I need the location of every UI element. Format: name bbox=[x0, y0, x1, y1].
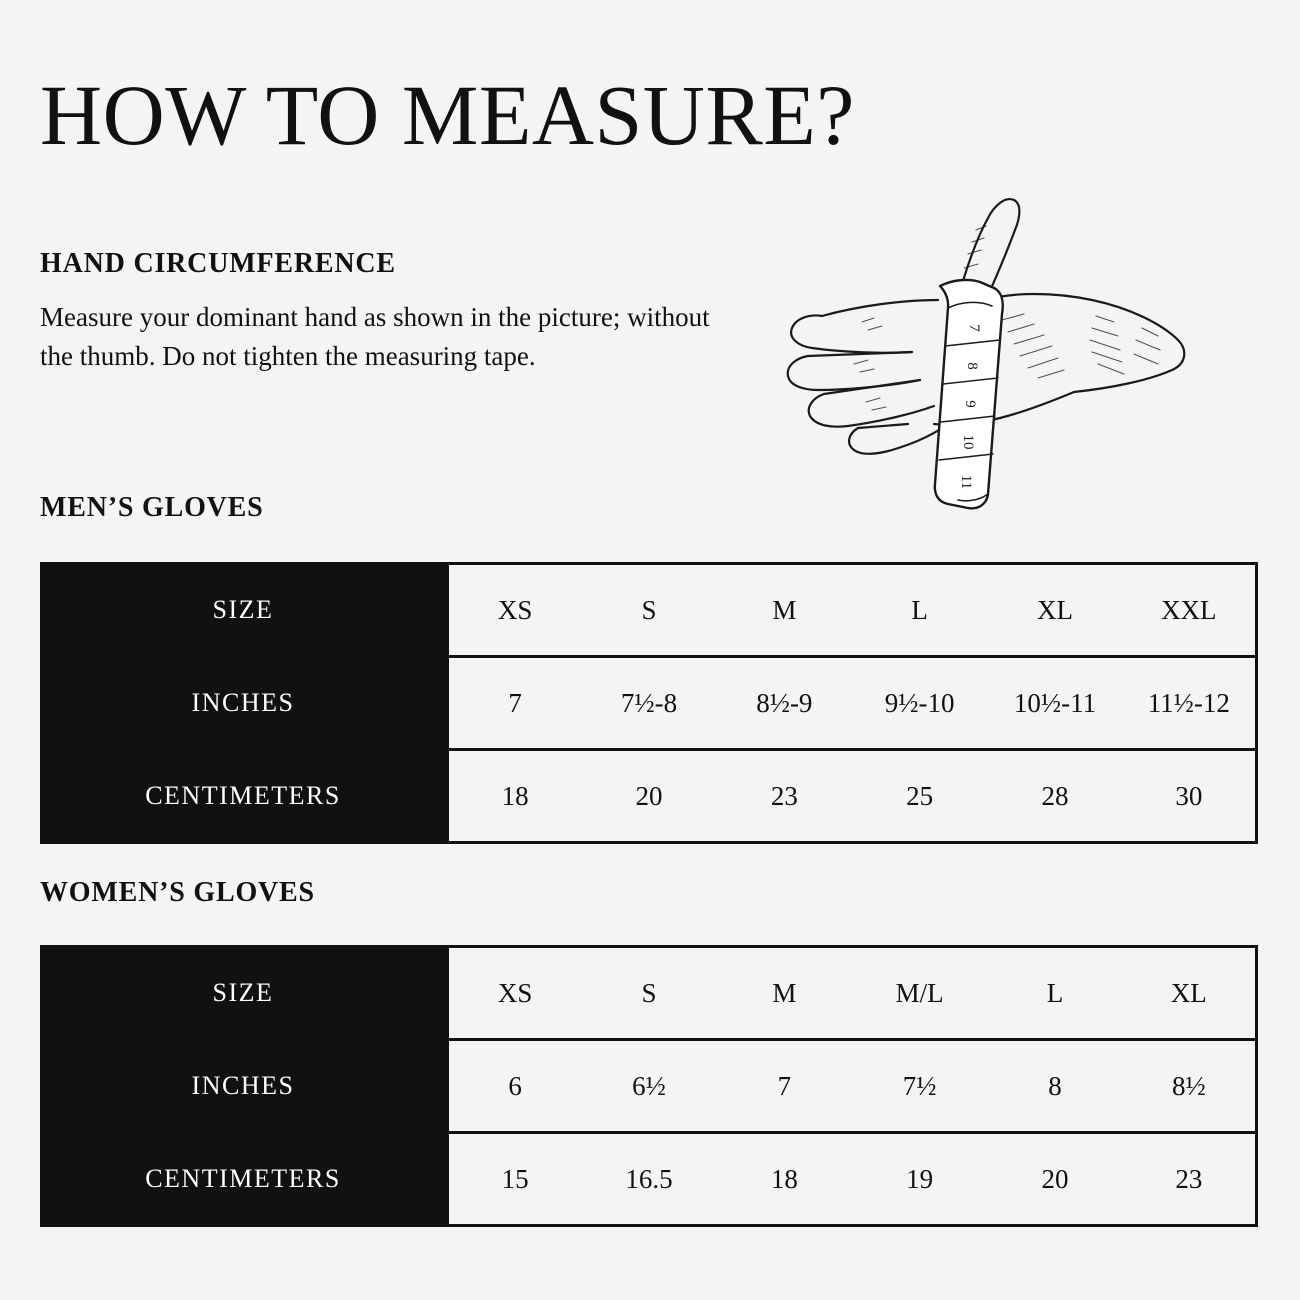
svg-text:11: 11 bbox=[958, 474, 974, 490]
mens-size-s: S bbox=[581, 562, 716, 658]
mens-inches-xs: 7 bbox=[446, 658, 581, 751]
womens-inches-m: 7 bbox=[717, 1041, 852, 1134]
mens-cm-xxl: 30 bbox=[1123, 751, 1258, 844]
hand-circumference-section bbox=[40, 248, 1260, 490]
womens-row-label-inches: INCHES bbox=[40, 1041, 446, 1134]
womens-size-m: M bbox=[717, 945, 852, 1041]
svg-text:9: 9 bbox=[962, 400, 978, 408]
mens-size-xl: XL bbox=[987, 562, 1122, 658]
hand-circumference-heading: HAND CIRCUMFERENCE bbox=[40, 248, 396, 279]
mens-size-xs: XS bbox=[446, 562, 581, 658]
mens-row-label-inches: INCHES bbox=[40, 658, 446, 751]
mens-inches-xxl: 11½-12 bbox=[1123, 658, 1258, 751]
womens-cm-s: 16.5 bbox=[581, 1134, 716, 1227]
womens-size-xl: XL bbox=[1123, 945, 1258, 1041]
womens-inches-s: 6½ bbox=[581, 1041, 716, 1134]
womens-size-s: S bbox=[581, 945, 716, 1041]
womens-inches-xl: 8½ bbox=[1123, 1041, 1258, 1134]
womens-inches-l: 8 bbox=[987, 1041, 1122, 1134]
table-row bbox=[40, 562, 1258, 658]
womens-size-ml: M/L bbox=[852, 945, 987, 1041]
mens-cm-m: 23 bbox=[717, 751, 852, 844]
mens-row-label-centimeters: CENTIMETERS bbox=[40, 751, 446, 844]
table-row bbox=[40, 945, 1258, 1041]
mens-inches-m: 8½-9 bbox=[717, 658, 852, 751]
mens-cm-l: 25 bbox=[852, 751, 987, 844]
page-title: HOW TO MEASURE? bbox=[40, 67, 855, 163]
table-row bbox=[40, 1041, 1258, 1134]
mens-inches-xl: 10½-11 bbox=[987, 658, 1122, 751]
table-row bbox=[40, 751, 1258, 844]
womens-cm-l: 20 bbox=[987, 1134, 1122, 1227]
hand-circumference-body: Measure your dominant hand as shown in the picture; without the thumb. Do not tighten the measuring tape. bbox=[40, 302, 710, 372]
womens-row-label-size: SIZE bbox=[40, 945, 446, 1041]
womens-cm-m: 18 bbox=[717, 1134, 852, 1227]
womens-size-table bbox=[40, 945, 1258, 1227]
womens-row-label-centimeters: CENTIMETERS bbox=[40, 1134, 446, 1227]
mens-cm-xl: 28 bbox=[987, 751, 1122, 844]
womens-cm-xs: 15 bbox=[446, 1134, 581, 1227]
hand-with-measuring-tape-icon bbox=[762, 188, 1232, 528]
svg-text:7: 7 bbox=[966, 324, 982, 332]
womens-cm-ml: 19 bbox=[852, 1134, 987, 1227]
womens-cm-xl: 23 bbox=[1123, 1134, 1258, 1227]
womens-size-l: L bbox=[987, 945, 1122, 1041]
mens-cm-s: 20 bbox=[581, 751, 716, 844]
svg-text:8: 8 bbox=[964, 362, 980, 370]
svg-text:10: 10 bbox=[960, 434, 976, 450]
mens-row-label-size: SIZE bbox=[40, 562, 446, 658]
hand-circumference-text-wrap bbox=[40, 248, 730, 376]
womens-gloves-heading: WOMEN’S GLOVES bbox=[40, 877, 315, 908]
table-row bbox=[40, 1134, 1258, 1227]
mens-size-l: L bbox=[852, 562, 987, 658]
mens-gloves-heading: MEN’S GLOVES bbox=[40, 492, 264, 523]
womens-inches-ml: 7½ bbox=[852, 1041, 987, 1134]
womens-size-xs: XS bbox=[446, 945, 581, 1041]
mens-size-table bbox=[40, 562, 1258, 844]
mens-size-m: M bbox=[717, 562, 852, 658]
mens-cm-xs: 18 bbox=[446, 751, 581, 844]
mens-size-xxl: XXL bbox=[1123, 562, 1258, 658]
mens-inches-l: 9½-10 bbox=[852, 658, 987, 751]
table-row bbox=[40, 658, 1258, 751]
womens-inches-xs: 6 bbox=[446, 1041, 581, 1134]
mens-inches-s: 7½-8 bbox=[581, 658, 716, 751]
